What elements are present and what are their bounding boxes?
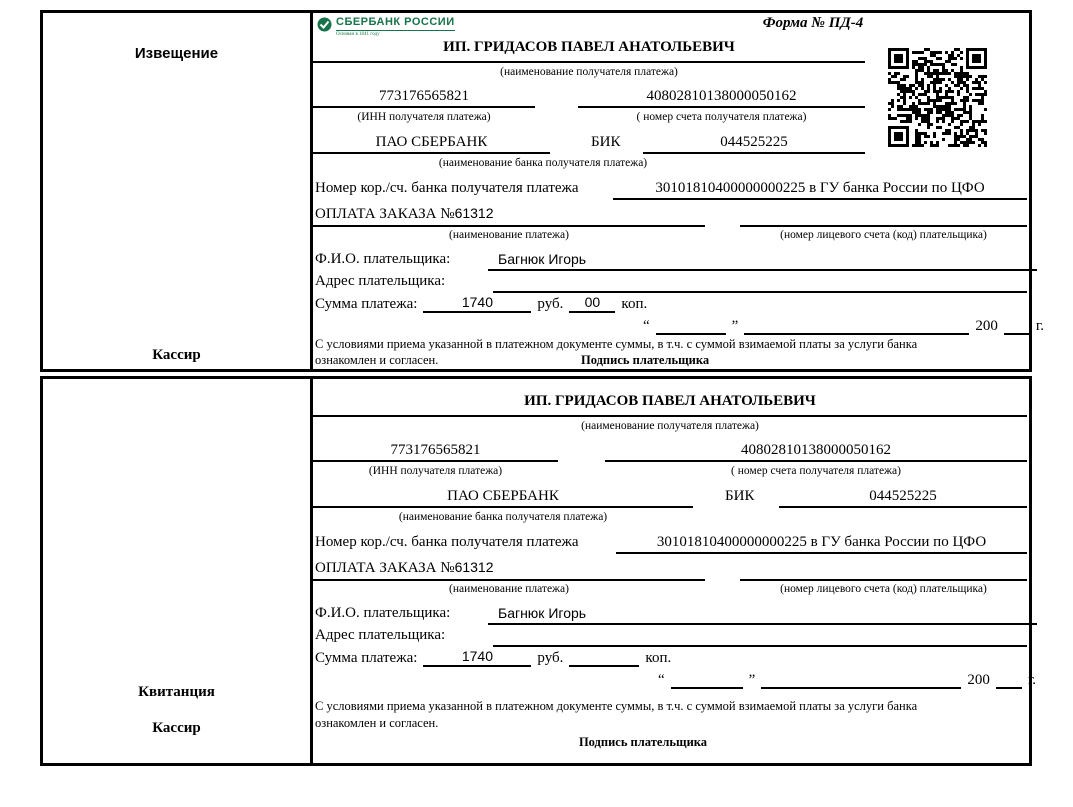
account-field-label: ( номер счета получателя платежа) — [731, 465, 901, 477]
date-row — [643, 315, 1044, 335]
agreement-line1: С условиями приема указанной в платежном документе суммы, в т.ч. с суммой взимаемой платы за услуги банка — [315, 699, 918, 713]
receipt-cashier-label: Кассир — [152, 720, 201, 736]
notice-cashier-label: Кассир — [152, 347, 201, 363]
notice-section — [40, 10, 1045, 372]
recipient-name: ИП. ГРИДАСОВ ПАВЕЛ АНАТОЛЬЕВИЧ — [524, 393, 816, 409]
sum-rub-field: 1740 — [423, 647, 531, 667]
sum-kop-field: 00 — [569, 293, 615, 313]
payment-name-underline — [313, 205, 705, 227]
account-field-label: ( номер счета получателя платежа) — [636, 111, 807, 123]
sberbank-logo-icon — [317, 17, 332, 37]
form-code: Форма № ПД-4 — [762, 15, 864, 31]
inn-field: 773176565821 — [313, 440, 558, 462]
inn-field-label: (ИНН получателя платежа) — [357, 111, 491, 123]
bank-name-field: ПАО СБЕРБАНК — [313, 132, 550, 154]
receipt-left-pane — [43, 379, 313, 763]
receipt-form-pane — [313, 379, 1037, 763]
open-quote: “ — [658, 672, 665, 688]
inn-field-label: (ИНН получателя платежа) — [368, 465, 503, 477]
date-day-field — [671, 669, 743, 689]
payer-name-field: Багнюк Игорь — [488, 249, 1037, 271]
sum-label: Сумма платежа: — [315, 296, 418, 312]
payer-address-label: Адрес плательщика: — [315, 273, 446, 289]
agreement-line2: ознакомлен и согласен. — [315, 353, 439, 367]
payer-name-label: Ф.И.О. плательщика: — [315, 251, 451, 267]
receipt-title: Квитанция — [138, 684, 215, 700]
account-field: 40802810138000050162 — [605, 440, 1027, 462]
open-quote: “ — [643, 318, 650, 334]
payment-name-underline — [313, 559, 705, 581]
rub-label: руб. — [537, 650, 564, 666]
receipt-section — [40, 376, 1037, 766]
order-number: 61312 — [454, 205, 494, 221]
bank-field-label: (наименование банка получателя платежа) — [438, 157, 648, 169]
payer-address-field — [493, 271, 1027, 293]
personal-account-field-label: (номер лицевого счета (код) плательщика) — [780, 583, 987, 595]
sum-kop-field — [569, 647, 639, 667]
kop-label: коп. — [621, 296, 648, 312]
payment-name-field-label: (наименование платежа) — [449, 229, 569, 241]
sum-row — [315, 647, 671, 667]
rub-label: руб. — [537, 296, 564, 312]
sberbank-logo — [317, 17, 455, 37]
sberbank-logo-text: СБЕРБАНК РОССИИ — [336, 17, 455, 31]
notice-left-pane — [43, 13, 313, 369]
payer-signature-label: Подпись плательщика — [578, 735, 708, 749]
year-prefix: 200 — [967, 672, 990, 688]
recipient-name-field-label: (наименование получателя платежа) — [581, 420, 759, 432]
year-suffix: г. — [1035, 318, 1045, 334]
date-month-field — [744, 315, 969, 335]
account-field: 40802810138000050162 — [578, 86, 865, 108]
sum-label: Сумма платежа: — [315, 650, 418, 666]
bik-label: БИК — [725, 488, 755, 504]
recipient-name-field-label: (наименование получателя платежа) — [500, 66, 678, 78]
payer-address-field — [493, 625, 1027, 647]
qr-code — [888, 48, 987, 147]
korr-field: 30101810400000000225 в ГУ банка России по ЦФО — [613, 178, 1027, 200]
korr-label: Номер кор./сч. банка получателя платежа — [315, 180, 579, 196]
bik-field: 044525225 — [643, 132, 865, 154]
payer-name-label: Ф.И.О. плательщика: — [315, 605, 451, 621]
personal-account-field-label: (номер лицевого счета (код) плательщика) — [780, 229, 987, 241]
date-month-field — [761, 669, 961, 689]
date-year-field — [1004, 315, 1030, 335]
personal-account-underline — [740, 559, 1027, 581]
recipient-name-underline — [313, 395, 1027, 417]
korr-field: 30101810400000000225 в ГУ банка России по ЦФО — [616, 532, 1027, 554]
date-year-field — [996, 669, 1022, 689]
personal-account-underline — [740, 205, 1027, 227]
inn-field: 773176565821 — [313, 86, 535, 108]
year-prefix: 200 — [975, 318, 998, 334]
payment-name-field-label: (наименование платежа) — [449, 583, 569, 595]
close-quote: ” — [748, 672, 756, 688]
kop-label: коп. — [645, 650, 672, 666]
year-suffix: г. — [1027, 672, 1037, 688]
korr-label: Номер кор./сч. банка получателя платежа — [315, 534, 579, 550]
payer-name-field: Багнюк Игорь — [488, 603, 1037, 625]
sberbank-logo-tagline: Основан в 1841 году — [336, 32, 380, 37]
agreement-line1: С условиями приема указанной в платежном документе суммы, в т.ч. с суммой взимаемой платы за услуги банка — [315, 337, 918, 351]
payer-signature-label: Подпись плательщика — [581, 353, 710, 367]
bik-field: 044525225 — [779, 486, 1027, 508]
bik-label: БИК — [591, 134, 621, 150]
agreement-line2: ознакомлен и согласен. — [315, 716, 439, 730]
notice-form-pane — [313, 13, 1045, 369]
sum-rub-field: 1740 — [423, 293, 531, 313]
payer-address-label: Адрес плательщика: — [315, 627, 446, 643]
bank-name-field: ПАО СБЕРБАНК — [313, 486, 693, 508]
recipient-name: ИП. ГРИДАСОВ ПАВЕЛ АНАТОЛЬЕВИЧ — [443, 39, 735, 55]
notice-title: Извещение — [134, 45, 219, 62]
sum-row — [315, 293, 647, 313]
payment-purpose-prefix: ОПЛАТА ЗАКАЗА № — [315, 206, 455, 222]
date-row — [658, 669, 1036, 689]
payment-purpose-prefix: ОПЛАТА ЗАКАЗА № — [315, 560, 455, 576]
date-day-field — [656, 315, 726, 335]
recipient-name-underline — [313, 41, 865, 63]
order-number: 61312 — [454, 559, 494, 575]
close-quote: ” — [731, 318, 739, 334]
bank-field-label: (наименование банка получателя платежа) — [398, 511, 608, 523]
